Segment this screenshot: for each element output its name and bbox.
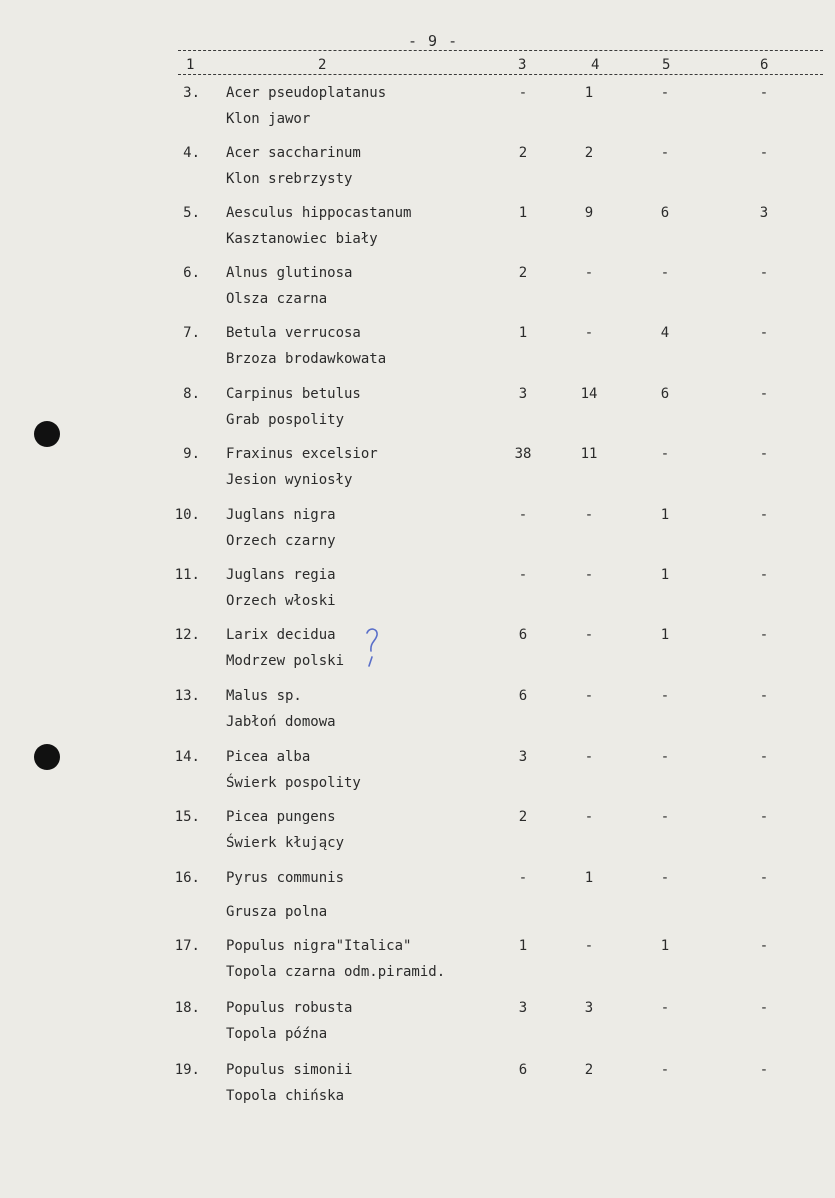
row-number: 10. [174, 507, 200, 523]
row-number: 16. [174, 870, 200, 886]
table-row [0, 749, 835, 809]
table-row [0, 627, 835, 687]
count-col-6: - [759, 507, 769, 523]
row-number: 13. [174, 688, 200, 704]
polish-name: Klon jawor [226, 111, 311, 127]
row-number: 17. [174, 938, 200, 954]
polish-name: Orzech włoski [226, 593, 336, 609]
count-col-5: 1 [660, 567, 670, 583]
table-row [0, 386, 835, 446]
row-number: 11. [174, 567, 200, 583]
count-col-5: - [660, 749, 670, 765]
latin-name: Populus simonii [226, 1062, 353, 1078]
latin-name: Picea pungens [226, 809, 336, 825]
polish-name: Jabłoń domowa [226, 714, 336, 730]
polish-name: Topola chińska [226, 1088, 345, 1104]
column-header-5: 5 [662, 57, 671, 73]
count-col-3: 2 [518, 265, 528, 281]
count-col-3: 1 [518, 938, 528, 954]
table-row [0, 446, 835, 506]
count-col-6: - [759, 85, 769, 101]
count-col-3: 6 [518, 627, 528, 643]
count-col-6: - [759, 688, 769, 704]
count-col-4: 1 [584, 870, 594, 886]
handwritten-question-mark [362, 627, 382, 669]
latin-name: Pyrus communis [226, 870, 345, 886]
latin-name: Juglans regia [226, 567, 336, 583]
table-row [0, 205, 835, 265]
polish-name: Topola późna [226, 1026, 328, 1042]
count-col-5: - [660, 85, 670, 101]
count-col-3: 3 [518, 1000, 528, 1016]
latin-name: Juglans nigra [226, 507, 336, 523]
latin-name: Picea alba [226, 749, 311, 765]
latin-name: Larix decidua [226, 627, 336, 643]
count-col-4: 2 [584, 145, 594, 161]
column-header-4: 4 [591, 57, 600, 73]
column-header-3: 3 [518, 57, 527, 73]
polish-name: Brzoza brodawkowata [226, 351, 387, 367]
count-col-5: - [660, 1000, 670, 1016]
table-row [0, 809, 835, 869]
latin-name: Betula verrucosa [226, 325, 361, 341]
polish-name: Orzech czarny [226, 533, 336, 549]
count-col-5: 6 [660, 386, 670, 402]
count-col-5: 4 [660, 325, 670, 341]
count-col-6: 3 [759, 205, 769, 221]
count-col-4: - [584, 265, 594, 281]
count-col-4: 11 [580, 446, 598, 462]
table-row [0, 325, 835, 385]
row-number: 6. [183, 265, 200, 281]
count-col-4: 14 [580, 386, 598, 402]
table-row [0, 85, 835, 145]
count-col-3: - [518, 85, 528, 101]
count-col-6: - [759, 325, 769, 341]
polish-name: Grab pospolity [226, 412, 345, 428]
count-col-4: 1 [584, 85, 594, 101]
count-col-3: - [518, 507, 528, 523]
punch-hole [34, 421, 60, 447]
table-row [0, 567, 835, 627]
polish-name: Modrzew polski [226, 653, 345, 669]
count-col-6: - [759, 265, 769, 281]
count-col-3: 6 [518, 688, 528, 704]
count-col-6: - [759, 749, 769, 765]
count-col-6: - [759, 938, 769, 954]
polish-name: Klon srebrzysty [226, 171, 353, 187]
latin-name: Acer pseudoplatanus [226, 85, 387, 101]
count-col-4: - [584, 567, 594, 583]
row-number: 15. [174, 809, 200, 825]
latin-name: Aesculus hippocastanum [226, 205, 412, 221]
count-col-5: 1 [660, 938, 670, 954]
count-col-3: 3 [518, 749, 528, 765]
count-col-6: - [759, 809, 769, 825]
table-row [0, 507, 835, 567]
count-col-3: 3 [518, 386, 528, 402]
count-col-4: - [584, 688, 594, 704]
row-number: 19. [174, 1062, 200, 1078]
count-col-6: - [759, 1000, 769, 1016]
count-col-6: - [759, 145, 769, 161]
count-col-3: 1 [518, 325, 528, 341]
count-col-6: - [759, 386, 769, 402]
table-row [0, 145, 835, 205]
latin-name: Populus robusta [226, 1000, 353, 1016]
latin-name: Alnus glutinosa [226, 265, 353, 281]
count-col-3: - [518, 870, 528, 886]
row-number: 7. [183, 325, 200, 341]
count-col-5: - [660, 265, 670, 281]
column-header-1: 1 [186, 57, 195, 73]
count-col-4: - [584, 809, 594, 825]
count-col-5: - [660, 870, 670, 886]
punch-hole [34, 744, 60, 770]
polish-name: Jesion wyniosły [226, 472, 353, 488]
header-rule-top [178, 50, 823, 51]
count-col-4: 2 [584, 1062, 594, 1078]
table-row [0, 870, 835, 930]
row-number: 18. [174, 1000, 200, 1016]
count-col-4: - [584, 627, 594, 643]
latin-name: Acer saccharinum [226, 145, 361, 161]
polish-name: Kasztanowiec biały [226, 231, 378, 247]
latin-name: Populus nigra"Italica" [226, 938, 412, 954]
table-row [0, 1000, 835, 1060]
table-row [0, 1062, 835, 1122]
polish-name: Topola czarna odm.piramid. [226, 964, 446, 980]
polish-name: Świerk kłujący [226, 835, 345, 851]
latin-name: Fraxinus excelsior [226, 446, 378, 462]
count-col-5: - [660, 1062, 670, 1078]
count-col-5: 6 [660, 205, 670, 221]
count-col-4: 3 [584, 1000, 594, 1016]
row-number: 8. [183, 386, 200, 402]
polish-name: Grusza polna [226, 904, 328, 920]
count-col-5: - [660, 145, 670, 161]
row-number: 9. [183, 446, 200, 462]
count-col-3: 38 [514, 446, 532, 462]
count-col-4: 9 [584, 205, 594, 221]
polish-name: Świerk pospolity [226, 775, 361, 791]
table-row [0, 688, 835, 748]
row-number: 5. [183, 205, 200, 221]
count-col-4: - [584, 749, 594, 765]
count-col-3: 2 [518, 809, 528, 825]
count-col-6: - [759, 870, 769, 886]
count-col-4: - [584, 325, 594, 341]
latin-name: Carpinus betulus [226, 386, 361, 402]
column-header-2: 2 [318, 57, 327, 73]
polish-name: Olsza czarna [226, 291, 328, 307]
count-col-3: 6 [518, 1062, 528, 1078]
latin-name: Malus sp. [226, 688, 302, 704]
count-col-6: - [759, 627, 769, 643]
count-col-3: 1 [518, 205, 528, 221]
count-col-5: - [660, 809, 670, 825]
count-col-4: - [584, 938, 594, 954]
count-col-4: - [584, 507, 594, 523]
count-col-6: - [759, 446, 769, 462]
table-row [0, 938, 835, 998]
count-col-5: 1 [660, 507, 670, 523]
header-rule-bottom [178, 74, 823, 75]
count-col-5: - [660, 688, 670, 704]
row-number: 4. [183, 145, 200, 161]
count-col-3: - [518, 567, 528, 583]
column-header-6: 6 [760, 57, 769, 73]
row-number: 3. [183, 85, 200, 101]
page-number: - 9 - [408, 32, 459, 50]
row-number: 12. [174, 627, 200, 643]
count-col-6: - [759, 1062, 769, 1078]
table-row [0, 265, 835, 325]
row-number: 14. [174, 749, 200, 765]
count-col-3: 2 [518, 145, 528, 161]
count-col-5: 1 [660, 627, 670, 643]
count-col-6: - [759, 567, 769, 583]
count-col-5: - [660, 446, 670, 462]
